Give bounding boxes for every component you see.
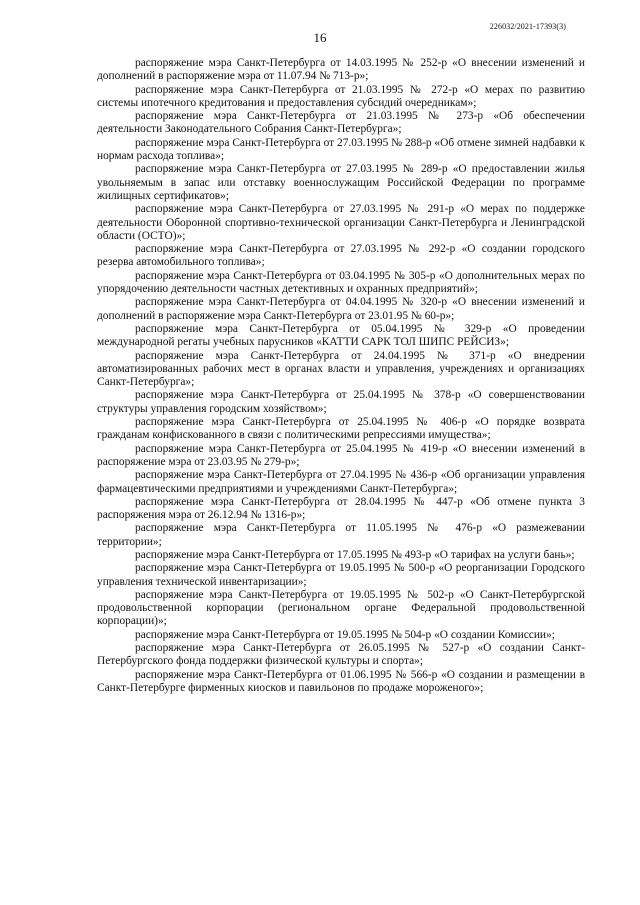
list-item: распоряжение мэра Санкт-Петербурга от 27.03.1995 № 289-р «О предоставлении жилья увольняемым в запас или отставку военнослужащим Российской Федерации по программе жилищных сертификатов»; bbox=[97, 163, 585, 202]
list-item: распоряжение мэра Санкт-Петербурга от 19.05.1995 № 502-р «О Санкт-Петербургской продовольственной корпорации (региональном органе Федеральной продовольственной корпорации)»; bbox=[97, 588, 585, 628]
list-item: распоряжение мэра Санкт-Петербурга от 27.03.1995 № 292-р «О создании городского резерва автомобильного топлива»; bbox=[97, 243, 585, 269]
list-item: распоряжение мэра Санкт-Петербурга от 27.03.1995 № 288-р «Об отмене зимней надбавки к нормам расхода топлива»; bbox=[97, 136, 585, 163]
list-item: распоряжение мэра Санкт-Петербурга от 17.05.1995 № 493-р «О тарифах на услуги бань»; bbox=[135, 548, 575, 561]
list-item: распоряжение мэра Санкт-Петербурга от 19.05.1995 № 500-р «О реорганизации Городского управления технической инвентаризации»; bbox=[97, 562, 585, 588]
list-item: распоряжение мэра Санкт-Петербурга от 14.03.1995 № 252-р «О внесении изменений и дополнений в распоряжение мэра от 11.07.94 № 713-р»; bbox=[97, 57, 585, 83]
list-item: распоряжение мэра Санкт-Петербурга от 11.05.1995 № 476-р «О размежевании территории»; bbox=[97, 522, 585, 548]
document-code: 226032/2021-17393(3) bbox=[489, 22, 566, 31]
list-item: распоряжение мэра Санкт-Петербурга от 24.04.1995 № 371-р «О внедрении автоматизированных рабочих мест в органах власти и управления, учреждениях и организациях Санкт-Петербурга»; bbox=[97, 349, 585, 389]
page-number: 16 bbox=[313, 30, 327, 45]
document-body bbox=[97, 57, 585, 695]
list-item: распоряжение мэра Санкт-Петербурга от 25.04.1995 № 419-р «О внесении изменений в распоряжение мэра от 23.03.95 № 279-р»; bbox=[97, 442, 585, 468]
list-item: распоряжение мэра Санкт-Петербурга от 21.03.1995 № 273-р «Об обеспечении деятельности Законодательного Собрания Санкт-Петербурга»; bbox=[97, 110, 585, 136]
list-item: распоряжение мэра Санкт-Петербурга от 25.04.1995 № 378-р «О совершенствовании структуры управления городским хозяйством»; bbox=[97, 389, 585, 415]
list-item: распоряжение мэра Санкт-Петербурга от 25.04.1995 № 406-р «О порядке возврата гражданам конфискованного в связи с политическими репрессиями имущества»; bbox=[97, 416, 585, 442]
list-item: распоряжение мэра Санкт-Петербурга от 01.06.1995 № 566-р «О создании и размещении в Санкт-Петербурге фирменных киосков и павильонов по продаже мороженого»; bbox=[97, 668, 585, 694]
list-item: распоряжение мэра Санкт-Петербурга от 21.03.1995 № 272-р «О мерах по развитию системы ипотечного кредитования и предоставления субсидий очередникам»; bbox=[97, 83, 585, 109]
list-item: распоряжение мэра Санкт-Петербурга от 26.05.1995 № 527-р «О создании Санкт-Петербургского фонда поддержки физической культуры и спорта»; bbox=[97, 642, 585, 668]
list-item: распоряжение мэра Санкт-Петербурга от 03.04.1995 № 305-р «О дополнительных мерах по упорядочению деятельности частных детективных и охранных предприятий»; bbox=[97, 269, 585, 296]
list-item: распоряжение мэра Санкт-Петербурга от 27.03.1995 № 291-р «О мерах по поддержке деятельности Оборонной спортивно-технической организации Санкт-Петербурга и Ленинградской области (ОСТО)»; bbox=[97, 203, 585, 242]
list-item: распоряжение мэра Санкт-Петербурга от 19.05.1995 № 504-р «О создании Комиссии»; bbox=[135, 628, 555, 641]
list-item: распоряжение мэра Санкт-Петербурга от 28.04.1995 № 447-р «Об отмене пункта 3 распоряжения мэра от 26.12.94 № 1316-р»; bbox=[97, 495, 585, 522]
list-item: распоряжение мэра Санкт-Петербурга от 05.04.1995 № 329-р «О проведении международной регаты учебных парусников «КАТТИ САРК ТОЛ ШИПС РЕЙСИЗ»; bbox=[97, 322, 585, 349]
list-item: распоряжение мэра Санкт-Петербурга от 27.04.1995 № 436-р «Об организации управления фармацевтическими предприятиями и учреждениями Санкт-Петербурга»; bbox=[97, 469, 585, 495]
list-item: распоряжение мэра Санкт-Петербурга от 04.04.1995 № 320-р «О внесении изменений и дополнений в распоряжение мэра Санкт-Петербурга от 23.01.95 № 60-р»; bbox=[97, 296, 585, 322]
